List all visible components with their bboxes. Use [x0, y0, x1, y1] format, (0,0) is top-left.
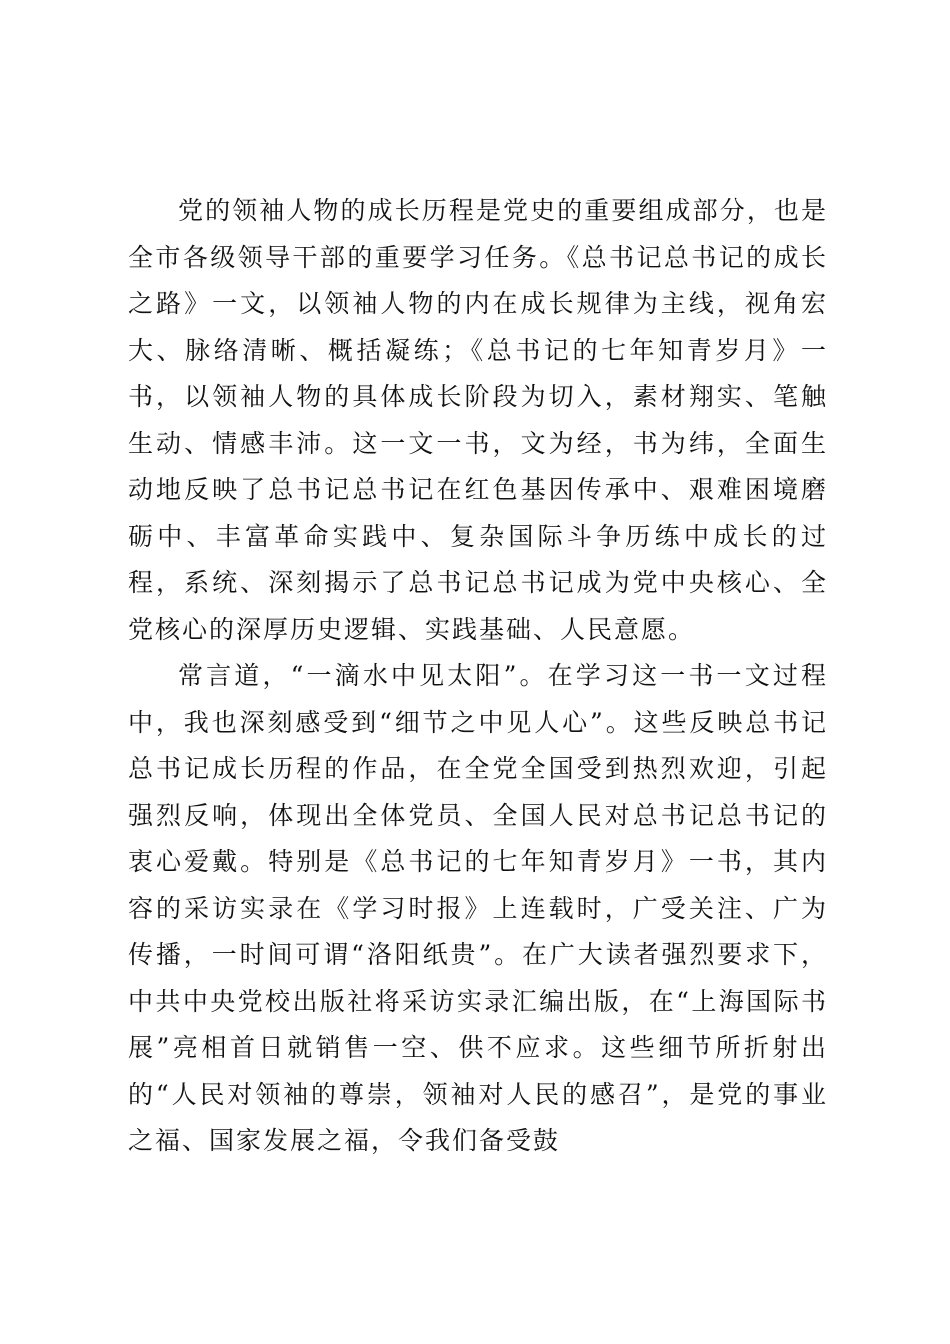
- paragraph-2: 常言道，“一滴水中见太阳”。在学习这一书一文过程中，我也深刻感受到“细节之中见人心”。这些反映总书记总书记成长历程的作品，在全党全国受到热烈欢迎，引起强烈反响，体现出全体党员、全国人民对总书记总书记的衷心爱戴。特别是《总书记的七年知青岁月》一书，其内容的采访实录在《学习时报》上连载时，广受关注、广为传播，一时间可谓“洛阳纸贵”。在广大读者强烈要求下，中共中央党校出版社将采访实录汇编出版，在“上海国际书展”亮相首日就销售一空、供不应求。这些细节所折射出的“人民对领袖的尊崇，领袖对人民的感召”，是党的事业之福、国家发展之福，令我们备受鼓: [128, 661, 828, 1155]
- document-body: [128, 188, 828, 1165]
- paragraph-1: 党的领袖人物的成长历程是党史的重要组成部分，也是全市各级领导干部的重要学习任务。《总书记总书记的成长之路》一文，以领袖人物的内在成长规律为主线，视角宏大、脉络清晰、概括凝练；《总书记的七年知青岁月》一书，以领袖人物的具体成长阶段为切入，素材翔实、笔触生动、情感丰沛。这一文一书，文为经，书为纬，全面生动地反映了总书记总书记在红色基因传承中、艰难困境磨砺中、丰富革命实践中、复杂国际斗争历练中成长的过程，系统、深刻揭示了总书记总书记成为党中央核心、全党核心的深厚历史逻辑、实践基础、人民意愿。: [128, 196, 828, 644]
